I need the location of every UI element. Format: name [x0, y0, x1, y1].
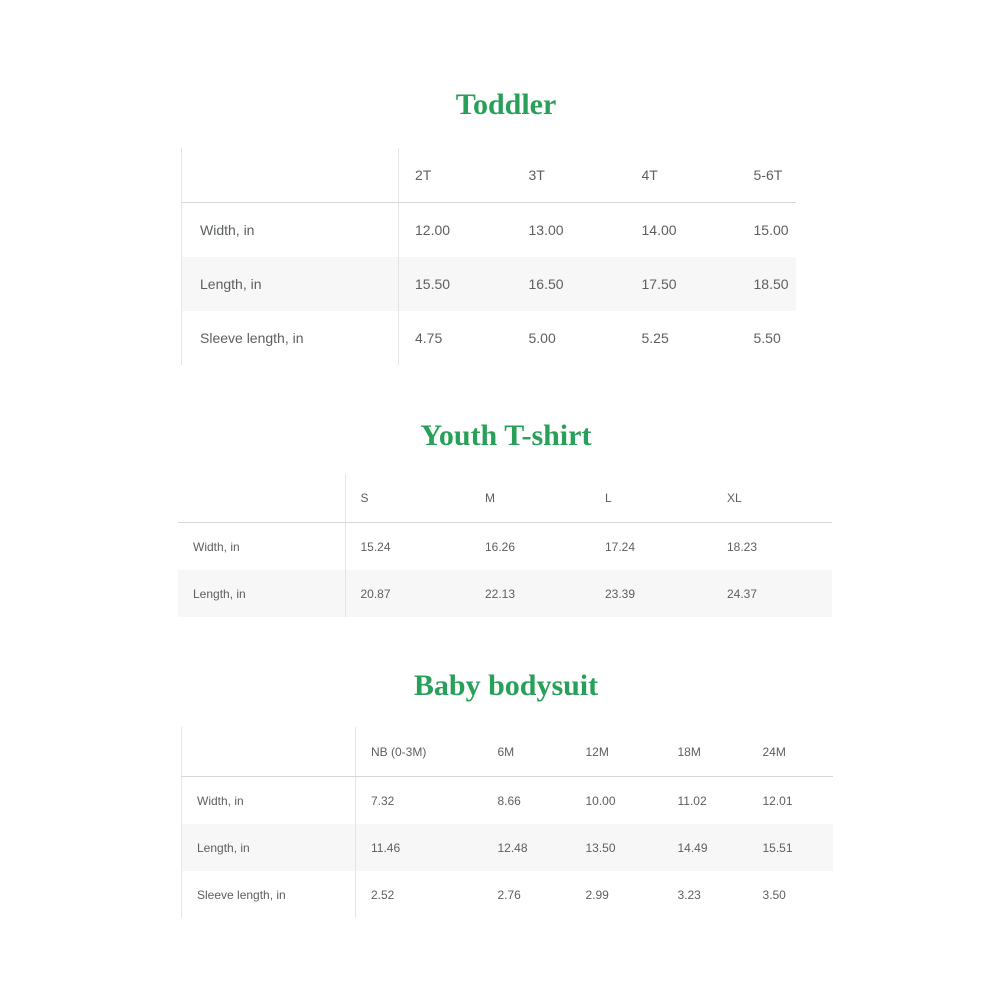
column-header: 6M [483, 727, 571, 777]
baby-section-title: Baby bodysuit [413, 669, 599, 702]
row-label: Sleeve length, in [182, 871, 356, 918]
table-row [182, 203, 796, 258]
size-value-cell: 12.48 [483, 824, 571, 871]
size-value-cell: 14.00 [641, 222, 677, 238]
size-value-cell: 12.01 [762, 793, 793, 808]
youth-size-table [178, 474, 832, 617]
column-header: NB (0-3M) [356, 727, 483, 777]
table-header-row [182, 727, 833, 777]
toddler-section-title: Toddler [455, 88, 557, 121]
size-value-cell: 16.26 [485, 539, 516, 554]
size-value-cell: 11.46 [356, 824, 483, 871]
size-value-cell: 15.51 [748, 824, 833, 871]
size-value-cell: 13.00 [528, 222, 564, 238]
size-value-cell: 5.50 [753, 330, 781, 346]
column-header: 24M [748, 727, 833, 777]
row-label: Length, in [182, 257, 399, 311]
baby-size-table [181, 727, 833, 918]
row-label: Sleeve length, in [182, 311, 399, 365]
table-row [178, 570, 832, 617]
column-header: 5-6T [738, 148, 796, 203]
size-value-cell: 15.50 [399, 257, 513, 311]
table-row [182, 871, 833, 918]
table-row [182, 311, 796, 365]
size-value-cell: 3.23 [677, 887, 701, 902]
size-value-cell: 22.13 [470, 570, 590, 617]
row-label: Width, in [178, 523, 345, 571]
column-header: M [470, 474, 590, 523]
size-value-cell: 11.02 [677, 793, 707, 808]
row-label: Width, in [182, 777, 356, 825]
column-header: 12M [571, 727, 663, 777]
size-value-cell: 23.39 [590, 570, 712, 617]
table-header-row [178, 474, 832, 523]
column-header: L [590, 474, 712, 523]
size-value-cell: 3.50 [762, 887, 786, 902]
column-header: S [345, 474, 470, 523]
size-value-cell: 14.49 [663, 824, 748, 871]
size-value-cell: 2.99 [585, 887, 609, 902]
size-value-cell: 2.76 [497, 887, 521, 902]
row-label: Length, in [182, 824, 356, 871]
size-value-cell: 17.24 [605, 539, 636, 554]
size-value-cell: 15.00 [753, 222, 789, 238]
table-header-row [182, 148, 796, 203]
row-label: Width, in [182, 203, 399, 258]
youth-section-title: Youth T-shirt [420, 419, 592, 452]
toddler-size-table [181, 148, 796, 365]
size-value-cell: 2.52 [371, 887, 395, 902]
corner-cell [182, 727, 356, 777]
size-value-cell: 12.00 [415, 222, 451, 238]
size-value-cell: 10.00 [585, 793, 616, 808]
size-value-cell: 5.00 [528, 330, 556, 346]
column-header: 2T [399, 148, 513, 203]
size-value-cell: 20.87 [345, 570, 470, 617]
size-value-cell: 18.23 [727, 539, 758, 554]
size-value-cell: 24.37 [712, 570, 832, 617]
column-header: 18M [663, 727, 748, 777]
row-label: Length, in [178, 570, 345, 617]
size-value-cell: 16.50 [513, 257, 626, 311]
size-value-cell: 4.75 [415, 330, 443, 346]
table-row [182, 824, 833, 871]
size-value-cell: 5.25 [641, 330, 669, 346]
corner-cell [182, 148, 399, 203]
size-value-cell: 8.66 [497, 793, 521, 808]
table-row [178, 523, 832, 571]
size-value-cell: 17.50 [626, 257, 738, 311]
size-value-cell: 15.24 [360, 539, 391, 554]
size-value-cell: 18.50 [738, 257, 796, 311]
size-value-cell: 13.50 [571, 824, 663, 871]
table-row [182, 257, 796, 311]
column-header: 4T [626, 148, 738, 203]
column-header: XL [712, 474, 832, 523]
size-value-cell: 7.32 [371, 793, 395, 808]
column-header: 3T [513, 148, 626, 203]
corner-cell [178, 474, 345, 523]
table-row [182, 777, 833, 825]
